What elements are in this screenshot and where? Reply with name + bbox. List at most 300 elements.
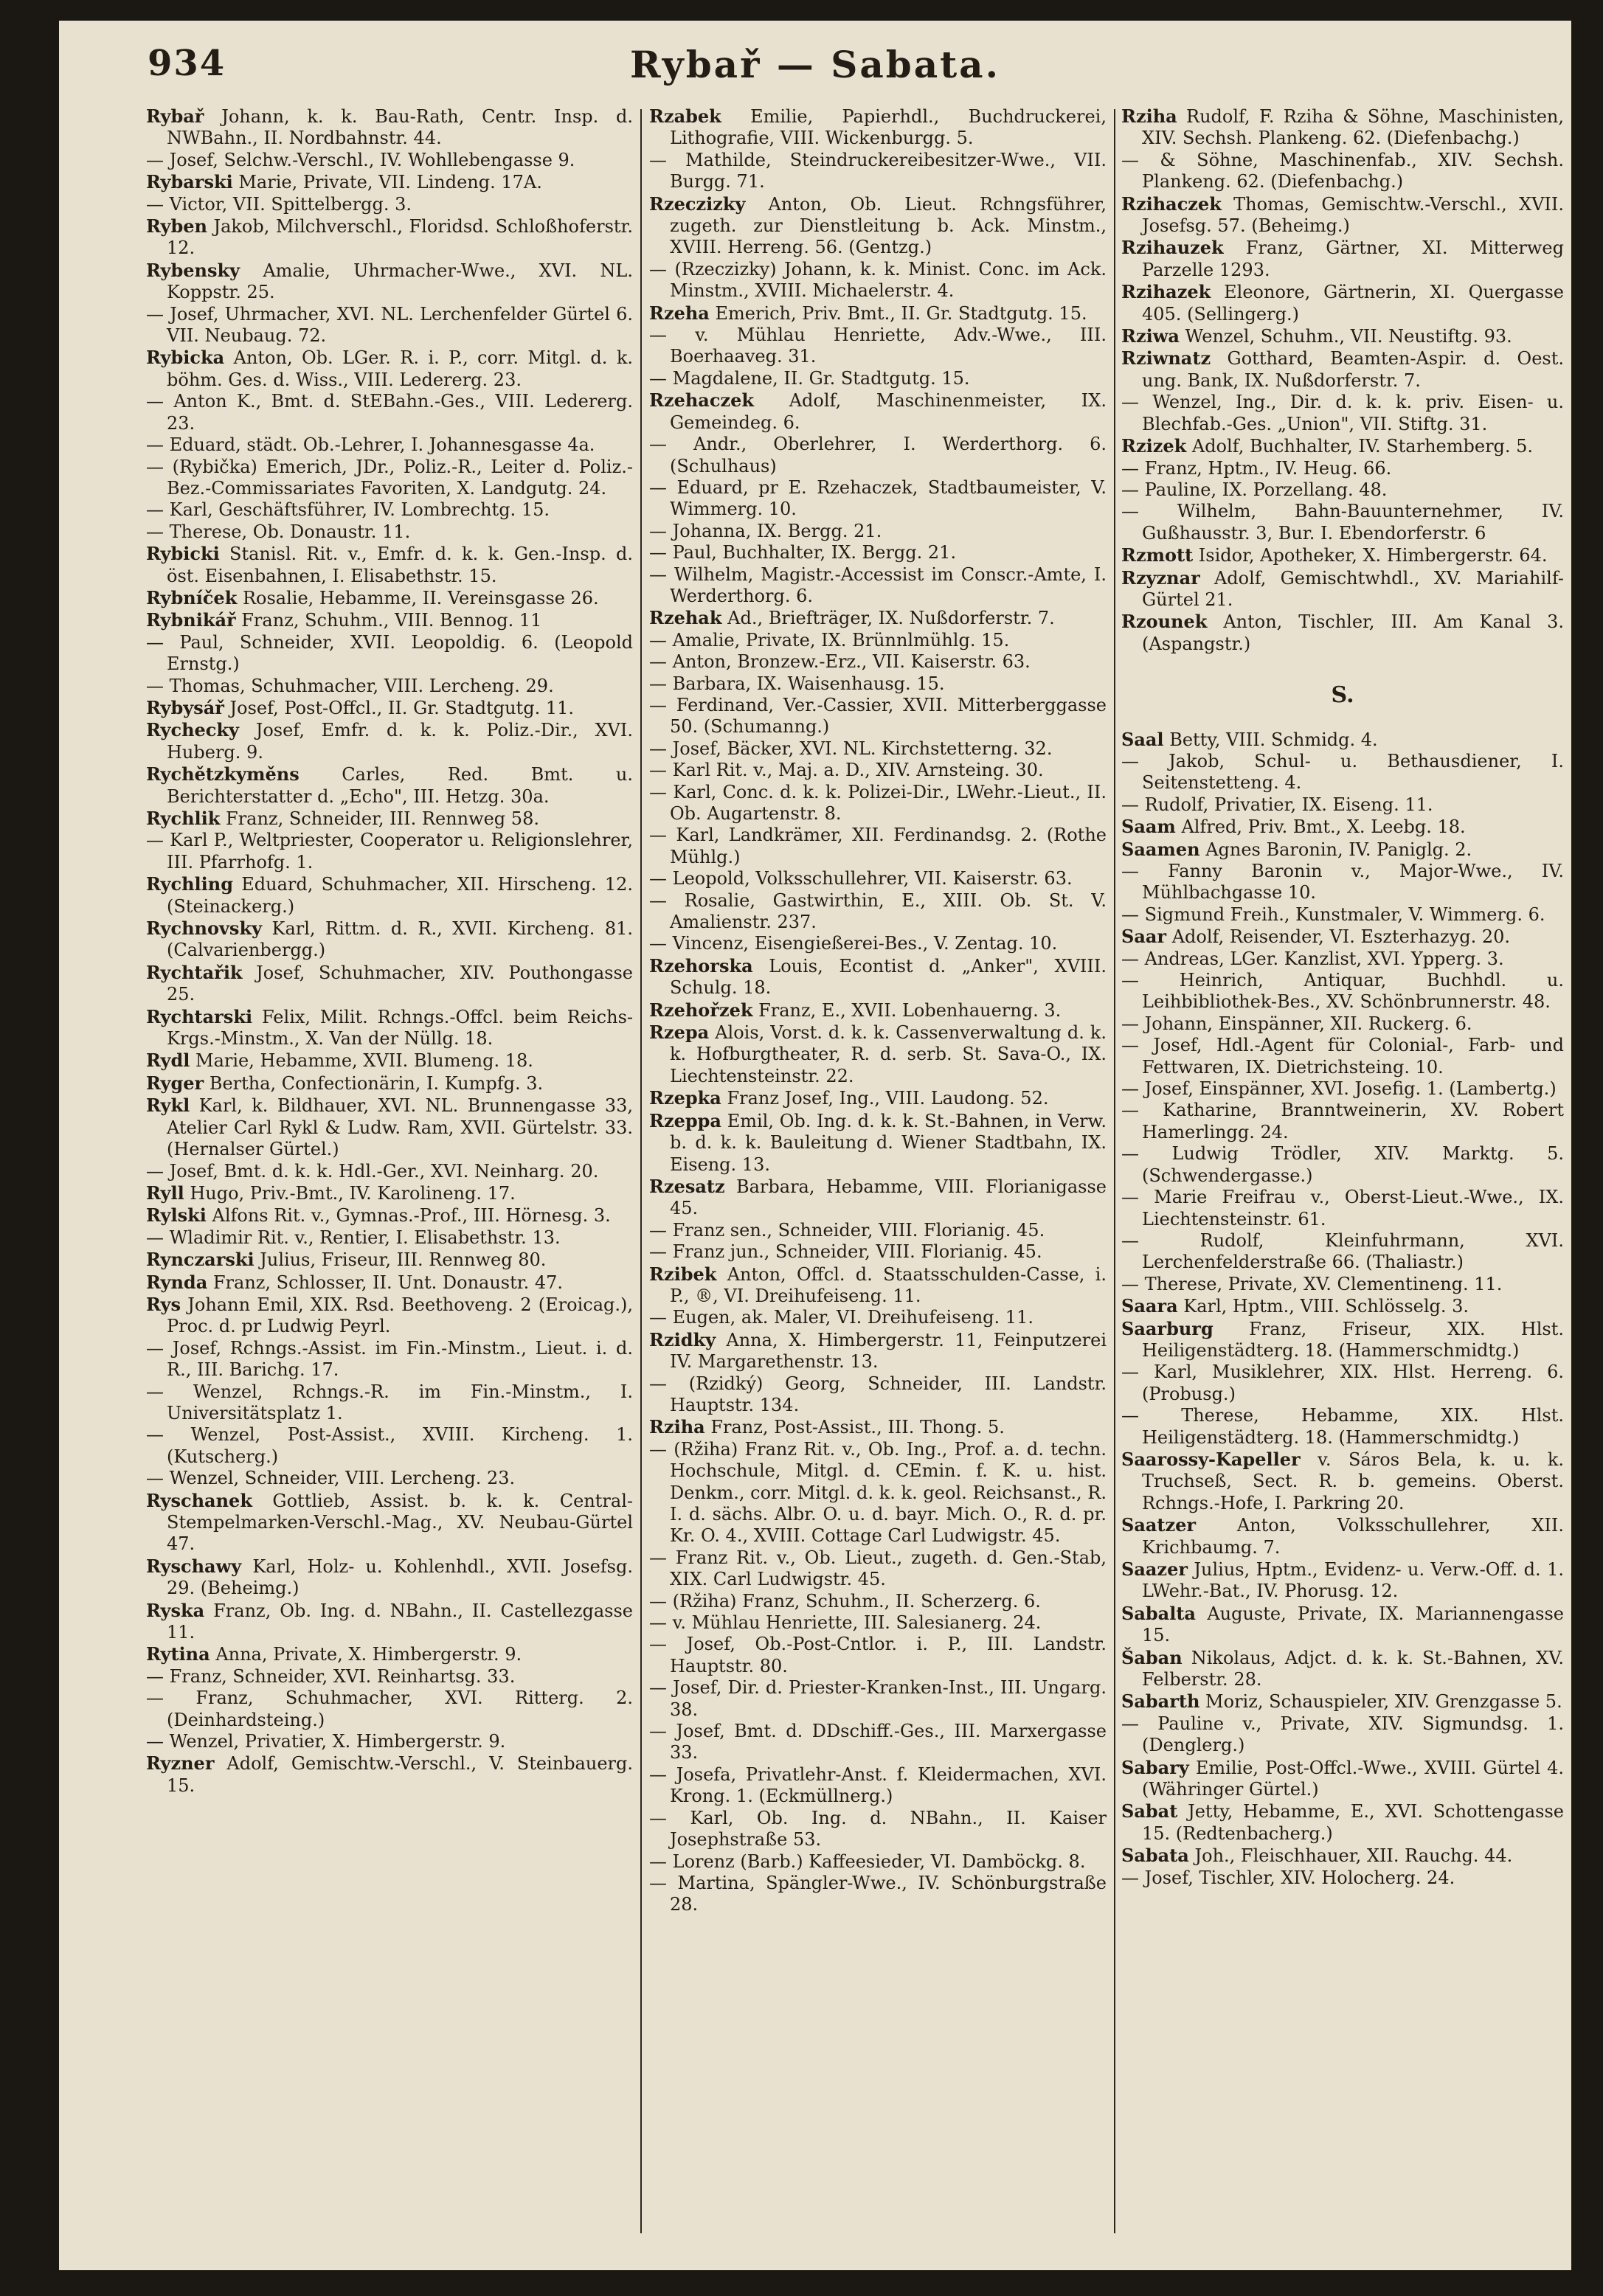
directory-entry [649, 1087, 1107, 1109]
entry-surname: Saam [1121, 816, 1176, 838]
directory-entry [1121, 1690, 1564, 1713]
entry-text: Eduard, städt. Ob.-Lehrer, I. Johannesgasse 4a. [169, 434, 595, 456]
entry-text: Alois, Vorst. d. k. k. Cassenverwaltung d. k. k. Hofburgtheater, R. d. serb. St. Sava-O., IX. Liechtensteinstr. 22. [670, 1022, 1107, 1086]
entry-surname: Ryschanek [146, 1489, 252, 1511]
directory-entry [649, 1175, 1107, 1220]
directory-entry [146, 1688, 633, 1731]
directory-entry [1121, 1187, 1564, 1230]
directory-entry [649, 1328, 1107, 1373]
continuation-dash: — [649, 781, 674, 802]
entry-text: Magdalene, II. Gr. Stadtgutg. 15. [672, 367, 970, 389]
directory-entry [146, 1752, 633, 1797]
continuation-dash: — [649, 1721, 676, 1742]
continuation-dash: — [649, 1763, 676, 1785]
continuation-dash: — [649, 825, 676, 846]
entry-surname: Sabata [1121, 1845, 1189, 1867]
directory-entry [1121, 1800, 1564, 1845]
entry-text: Adolf, Gemischtwhdl., XV. Mariahilf-Gürtel 21. [1142, 567, 1564, 610]
page-number: 934 [148, 43, 226, 84]
continuation-dash: — [649, 629, 673, 651]
directory-entry [146, 609, 633, 631]
directory-entry [649, 1022, 1107, 1087]
directory-entry [649, 1721, 1107, 1764]
entry-text: Karl, Holz- u. Kohlenhdl., XVII. Josefsg. 29. (Beheimg.) [167, 1555, 633, 1599]
directory-entry [649, 868, 1107, 889]
directory-entry [649, 694, 1107, 738]
continuation-dash: — [146, 1688, 196, 1709]
entry-text: Katharine, Branntweinerin, XV. Robert Hamerlingg. 24. [1142, 1100, 1564, 1142]
continuation-dash: — [1121, 904, 1145, 925]
continuation-dash: — [1121, 149, 1160, 170]
directory-entry [1121, 392, 1564, 435]
entry-text: Wenzel, Post-Assist., XVIII. Kircheng. 1. (Kutscherg.) [167, 1424, 633, 1467]
entry-surname: Sabarth [1121, 1690, 1200, 1713]
continuation-dash: — [1121, 1013, 1145, 1034]
directory-entry [146, 918, 633, 962]
entry-text: Julius, Friseur, III. Rennweg 80. [260, 1249, 547, 1271]
entry-text: Franz Rit. v., Ob. Lieut., zugeth. d. Gen.-Stab, XIX. Carl Ludwigstr. 45. [670, 1547, 1107, 1590]
directory-entry [649, 1219, 1107, 1241]
continuation-dash: — [146, 1424, 191, 1446]
entry-text: Johann, k. k. Bau-Rath, Centr. Insp. d. NWBahn., II. Nordbahnstr. 44. [167, 106, 633, 149]
continuation-dash: — [649, 1807, 690, 1828]
directory-entry [146, 873, 633, 918]
entry-text: Auguste, Private, IX. Mariannengasse 15. [1142, 1603, 1564, 1646]
directory-entry [649, 999, 1107, 1022]
continuation-dash: — [649, 1373, 689, 1394]
entry-surname: Sabary [1121, 1756, 1189, 1778]
entry-text: Johanna, IX. Bergg. 21. [672, 520, 882, 541]
entry-text: Anton, Ob. Lieut. Rchngsführer, zugeth. zur Dienstleitung b. Ack. Minstm., XVIII. Herreng. 56. (Gentzg.) [670, 193, 1107, 258]
directory-entry [1121, 1143, 1564, 1187]
column-3 [1121, 105, 1564, 2266]
entry-text: Franz, Schlosser, II. Unt. Donaustr. 47. [212, 1272, 564, 1293]
entry-surname: Rzepa [649, 1022, 710, 1044]
entry-text: Alfred, Priv. Bmt., X. Leebg. 18. [1181, 816, 1466, 838]
entry-text: Karl, Musiklehrer, XIX. Hlst. Herreng. 6. (Probusg.) [1142, 1362, 1564, 1404]
entry-text: Jetty, Hebamme, E., XVI. Schottengasse 15. (Redtenbacherg.) [1142, 1801, 1564, 1844]
directory-entry [649, 825, 1107, 868]
entry-text: v. Mühlau Henriette, Adv.-Wwe., III. Boerhaaveg. 31. [670, 325, 1107, 367]
entry-text: Franz Josef, Ing., VIII. Laudong. 52. [727, 1088, 1049, 1109]
entry-text: Franz, Post-Assist., III. Thong. 5. [710, 1417, 1005, 1438]
continuation-dash: — [146, 675, 170, 696]
directory-entry [1121, 1273, 1564, 1295]
continuation-dash: — [146, 456, 173, 477]
directory-entry [1121, 347, 1564, 392]
entry-surname: Rydl [146, 1050, 190, 1072]
directory-entry [146, 347, 633, 391]
continuation-dash: — [146, 631, 180, 653]
entry-text: Rosalie, Hebamme, II. Vereinsgasse 26. [242, 587, 599, 608]
entry-text: Franz, Friseur, XIX. Hlst. Heiligenstädterg. 18. (Hammerschmidtg.) [1142, 1318, 1564, 1361]
entry-text: Nikolaus, Adjct. d. k. k. St.-Bahnen, XV. Felberstr. 28. [1142, 1647, 1564, 1690]
directory-entry [649, 302, 1107, 325]
continuation-dash: — [146, 1468, 170, 1489]
directory-entry [649, 325, 1107, 368]
entry-text: Johann, Einspänner, XII. Ruckerg. 6. [1144, 1013, 1472, 1034]
entry-text: Josef, Bmt. d. DDschiff.-Ges., III. Marxergasse 33. [670, 1721, 1107, 1763]
entry-surname: Rychtařik [146, 961, 243, 983]
entry-text: Karl, Landkrämer, XII. Ferdinandsg. 2. (Rothe Mühlg.) [670, 825, 1107, 867]
continuation-dash: — [1121, 1713, 1158, 1734]
directory-entry [146, 719, 633, 763]
continuation-dash: — [146, 1227, 170, 1248]
directory-entry [146, 303, 633, 347]
entry-text: Karl, Ob. Ing. d. NBahn., II. Kaiser Josephstraße 53. [670, 1807, 1107, 1851]
directory-entry [146, 1072, 633, 1095]
continuation-dash: — [1121, 1273, 1145, 1294]
entry-text: Karl, Rittm. d. R., XVII. Kircheng. 81. (Calvarienbergg.) [167, 918, 633, 961]
directory-entry [1121, 816, 1564, 838]
column-divider [640, 109, 642, 2233]
entry-surname: Rytina [146, 1643, 210, 1665]
continuation-dash: — [649, 367, 673, 389]
continuation-dash: — [1121, 1187, 1154, 1208]
directory-entry [146, 1050, 633, 1072]
directory-entry [649, 738, 1107, 760]
entry-surname: Rzeczizky [649, 193, 746, 215]
directory-entry [146, 215, 633, 260]
continuation-dash: — [649, 476, 677, 498]
entry-text: Emil, Ob. Ing. d. k. k. St.-Bahnen, in Verw. b. d. k. k. Bauleitung d. Wiener Stadtbahn, IX. Eiseng. 13. [670, 1110, 1107, 1175]
entry-text: Victor, VII. Spittelbergg. 3. [169, 193, 412, 215]
entry-text: Lorenz (Barb.) Kaffeesieder, VI. Damböckg. 8. [672, 1851, 1086, 1872]
entry-text: Josef, Bäcker, XVI. NL. Kirchstetterng. 32. [672, 738, 1053, 759]
entry-text: Wenzel, Schneider, VIII. Lercheng. 23. [169, 1468, 516, 1489]
directory-entry [1121, 1514, 1564, 1558]
entry-text: Karl, Hptm., VIII. Schlösselg. 3. [1183, 1296, 1469, 1317]
entry-text: Barbara, Hebamme, VIII. Florianigasse 45. [670, 1176, 1107, 1219]
continuation-dash: — [649, 889, 685, 911]
entry-text: Paul, Buchhalter, IX. Bergg. 21. [672, 542, 957, 563]
entry-text: Wenzel, Rchngs.-R. im Fin.-Minstm., I. Universitätsplatz 1. [167, 1381, 633, 1423]
directory-entry [146, 808, 633, 830]
directory-entry [649, 1851, 1107, 1873]
entry-text: Franz jun., Schneider, VIII. Florianig. 45. [672, 1241, 1042, 1263]
entry-text: Barbara, IX. Waisenhausg. 15. [672, 673, 945, 694]
directory-entry [649, 1438, 1107, 1547]
entry-text: Josef, Post-Offcl., II. Gr. Stadtgutg. 11. [229, 697, 574, 718]
entry-text: Paul, Schneider, XVII. Leopoldig. 6. (Leopold Ernstg.) [167, 631, 633, 675]
entry-text: Anton, Volksschullehrer, XII. Krichbaumg. 7. [1142, 1515, 1564, 1558]
directory-entry [146, 631, 633, 676]
directory-entry [1121, 750, 1564, 794]
directory-entry [1121, 728, 1564, 751]
page-header [59, 43, 1571, 94]
entry-text: Anton, Bronzew.-Erz., VII. Kaiserstr. 63. [672, 651, 1031, 673]
directory-entry [1121, 861, 1564, 904]
directory-entry [649, 1547, 1107, 1591]
directory-entry [1121, 1602, 1564, 1647]
directory-entry [649, 607, 1107, 629]
entry-surname: Sabalta [1121, 1602, 1196, 1624]
entry-text: Rosalie, Gastwirthin, E., XIII. Ob. St. V. Amalienstr. 237. [670, 889, 1107, 933]
entry-surname: Ryben [146, 215, 207, 237]
entry-text: Heinrich, Antiquar, Buchhdl. u. Leihbibliothek-Bes., XV. Schönbrunnerstr. 48. [1142, 970, 1564, 1013]
entry-text: Eugen, ak. Maler, VI. Dreihufeiseng. 11. [672, 1307, 1034, 1328]
entry-text: Jakob, Milchverschl., Floridsd. Schloßhoferstr. 12. [167, 216, 633, 259]
directory-entry [146, 1249, 633, 1271]
continuation-dash: — [649, 673, 673, 694]
continuation-dash: — [1121, 794, 1145, 815]
entry-text: (Rzidký) Georg, Schneider, III. Landstr. Hauptstr. 134. [670, 1373, 1107, 1415]
entry-surname: Saarossy-Kapeller [1121, 1448, 1301, 1470]
directory-entry [1121, 457, 1564, 479]
continuation-dash: — [649, 1438, 674, 1460]
entry-text: Emerich, Priv. Bmt., II. Gr. Stadtgutg. 15. [715, 302, 1087, 324]
entry-text: Josef, Emfr. d. k. k. Poliz.-Dir., XVI. Huberg. 9. [167, 720, 633, 763]
entry-text: Emilie, Post-Offcl.-Wwe., XVIII. Gürtel 4. (Währinger Gürtel.) [1142, 1757, 1564, 1800]
entry-text: Jakob, Schul- u. Bethausdiener, I. Seitenstetteng. 4. [1142, 750, 1564, 794]
directory-entry [649, 1373, 1107, 1417]
directory-entry [649, 563, 1107, 608]
entry-text: Anton, Tischler, III. Am Kanal 3. (Aspangstr.) [1142, 611, 1564, 654]
continuation-dash: — [1121, 479, 1145, 500]
entry-surname: Saal [1121, 728, 1164, 750]
directory-entry [1121, 149, 1564, 193]
directory-entry [1121, 1078, 1564, 1100]
directory-entry [146, 586, 633, 609]
continuation-dash: — [146, 499, 170, 521]
directory-entry [146, 521, 633, 543]
directory-entry [146, 1731, 633, 1752]
entry-text: Karl, k. Bildhauer, XVI. NL. Brunnengasse 33, Atelier Carl Rykl & Ludw. Ram, XVII. Gürtelstr. 33. (Hernalser Gürtel.) [167, 1095, 633, 1160]
directory-entry [649, 105, 1107, 150]
entry-surname: Rzihazek [1121, 281, 1211, 303]
directory-entry [146, 1489, 633, 1555]
continuation-dash: — [1121, 501, 1177, 522]
entry-text: Sigmund Freih., Kunstmaler, V. Wimmerg. 6. [1144, 904, 1545, 925]
entry-surname: Rzizek [1121, 435, 1187, 457]
continuation-dash: — [1121, 1143, 1172, 1165]
directory-entry [146, 1204, 633, 1227]
entry-text: Josefa, Privatlehr-Anst. f. Kleidermachen, XVI. Krong. 1. (Eckmüllnerg.) [670, 1763, 1107, 1807]
continuation-dash: — [146, 521, 170, 542]
entry-text: Rudolf, Kleinfuhrmann, XVI. Lerchenfelderstraße 66. (Thaliastr.) [1142, 1229, 1564, 1273]
directory-entry [1121, 544, 1564, 566]
directory-entry [1121, 281, 1564, 325]
directory-entry [146, 391, 633, 434]
directory-entry [649, 1590, 1107, 1612]
continuation-dash: — [649, 1677, 674, 1699]
directory-entry [146, 499, 633, 521]
continuation-dash: — [1121, 948, 1145, 969]
directory-entry [146, 763, 633, 808]
entry-text: Johann Emil, XIX. Rsd. Beethoveng. 2 (Eroicag.), Proc. d. pr Ludwig Peyrl. [167, 1294, 633, 1337]
continuation-dash: — [649, 434, 694, 455]
continuation-dash: — [649, 1241, 673, 1263]
directory-entry [146, 1182, 633, 1204]
continuation-dash: — [649, 149, 686, 170]
entry-text: Rudolf, F. Rziha & Söhne, Maschinisten, XIV. Sechsh. Plankeng. 62. (Diefenbachg.) [1142, 106, 1564, 149]
directory-entry [146, 1381, 633, 1425]
directory-entry [146, 171, 633, 193]
directory-entry [1121, 1295, 1564, 1317]
continuation-dash: — [649, 1634, 687, 1655]
continuation-dash: — [649, 1872, 678, 1893]
directory-entry [1121, 105, 1564, 150]
entry-text: Leopold, Volksschullehrer, VII. Kaiserstr. 63. [672, 868, 1073, 889]
directory-entry [649, 1109, 1107, 1176]
directory-entry [649, 954, 1107, 999]
column-2 [649, 105, 1107, 2266]
entry-text: Felix, Milit. Rchngs.-Offcl. beim Reichs-Krgs.-Minstm., X. Van der Nüllg. 18. [167, 1006, 633, 1050]
directory-entry [1121, 1448, 1564, 1514]
entry-text: & Söhne, Maschinenfab., XIV. Sechsh. Plankeng. 62. (Diefenbachg.) [1142, 149, 1564, 193]
entry-surname: Rybicka [146, 347, 225, 369]
directory-entry [146, 434, 633, 456]
entry-surname: Rziwnatz [1121, 347, 1211, 370]
continuation-dash: — [146, 1665, 170, 1687]
entry-text: Pauline v., Private, XIV. Sigmundsg. 1. (Denglerg.) [1142, 1713, 1564, 1756]
entry-surname: Rychtarski [146, 1005, 253, 1027]
continuation-dash: — [649, 520, 673, 541]
entry-surname: Saar [1121, 926, 1167, 948]
directory-entry [1121, 838, 1564, 861]
entry-surname: Rybensky [146, 259, 240, 281]
entry-text: Franz, Schneider, XVI. Reinhartsg. 33. [169, 1665, 516, 1687]
continuation-dash: — [1121, 1035, 1154, 1056]
entry-text: Julius, Hptm., Evidenz- u. Verw.-Off. d. 1. LWehr.-Bat., IV. Phorusg. 12. [1142, 1559, 1564, 1602]
directory-entry [146, 105, 633, 150]
entry-surname: Rybarski [146, 171, 233, 193]
continuation-dash: — [1121, 750, 1169, 771]
directory-entry [649, 1416, 1107, 1438]
directory-entry [1121, 566, 1564, 611]
entry-surname: Saarburg [1121, 1317, 1213, 1339]
entry-text: Andreas, LGer. Kanzlist, XVI. Ypperg. 3. [1144, 948, 1504, 969]
entry-surname: Ryll [146, 1182, 184, 1204]
entry-text: Wenzel, Ing., Dir. d. k. k. priv. Eisen- u. Blechfab.-Ges. „Union", VII. Stiftg. 31. [1142, 392, 1564, 434]
directory-entry [649, 673, 1107, 695]
directory-entry [649, 1677, 1107, 1721]
entry-surname: Rzepka [649, 1087, 721, 1109]
directory-entry [1121, 1013, 1564, 1035]
entry-text: Josef, Ob.-Post-Cntlor. i. P., III. Landstr. Hauptstr. 80. [670, 1634, 1107, 1676]
entry-text: Franz, Hptm., IV. Heug. 66. [1144, 457, 1392, 479]
entry-text: Franz, Schuhmacher, XVI. Ritterg. 2. (Deinhardsteing.) [167, 1688, 633, 1730]
entry-text: Andr., Oberlehrer, I. Werderthorg. 6. (Schulhaus) [670, 434, 1107, 476]
directory-entry [1121, 193, 1564, 237]
directory-entry [649, 1241, 1107, 1263]
continuation-dash: — [146, 1731, 170, 1752]
entry-text: Franz, E., XVII. Lobenhauerng. 3. [758, 999, 1062, 1021]
directory-entry [649, 1872, 1107, 1916]
directory-entry [1121, 1646, 1564, 1691]
directory-entry [649, 1807, 1107, 1851]
entry-text: Alfons Rit. v., Gymnas.-Prof., III. Hörnesg. 3. [212, 1205, 611, 1227]
entry-surname: Rychětzkyměns [146, 763, 300, 785]
entry-text: Karl, Geschäftsführer, IV. Lombrechtg. 15. [169, 499, 550, 521]
continuation-dash: — [1121, 970, 1180, 991]
entry-surname: Rzehorska [649, 954, 753, 977]
continuation-dash: — [1121, 1229, 1200, 1251]
entry-surname: Sabat [1121, 1800, 1178, 1822]
directory-entry [1121, 1317, 1564, 1362]
entry-surname: Ryger [146, 1072, 204, 1094]
entry-surname: Saara [1121, 1295, 1178, 1317]
directory-entry [649, 760, 1107, 781]
continuation-dash: — [649, 933, 673, 954]
entry-text: Louis, Econtist d. „Anker", XVIII. Schulg. 18. [670, 955, 1107, 999]
entry-surname: Ryschawy [146, 1555, 242, 1577]
directory-entry [146, 149, 633, 171]
entry-surname: Rynda [146, 1271, 208, 1293]
directory-entry [649, 149, 1107, 193]
entry-surname: Rys [146, 1293, 181, 1315]
directory-entry [1121, 1845, 1564, 1867]
directory-entry [1121, 1362, 1564, 1405]
entry-surname: Rzounek [1121, 611, 1208, 633]
entry-surname: Rychling [146, 873, 233, 895]
entry-text: Vincenz, Eisengießerei-Bes., V. Zentag. 10. [672, 933, 1058, 954]
directory-entry [1121, 970, 1564, 1013]
entry-surname: Ryska [146, 1599, 205, 1621]
continuation-dash: — [146, 434, 170, 456]
continuation-dash: — [146, 303, 170, 325]
entry-text: Anton, Ob. LGer. R. i. P., corr. Mitgl. d. k. böhm. Ges. d. Wiss., VIII. Ledererg. 23. [167, 347, 633, 390]
entry-text: Anna, Private, X. Himbergerstr. 9. [215, 1644, 522, 1665]
entry-text: Ad., Briefträger, IX. Nußdorferstr. 7. [727, 608, 1055, 629]
directory-entry [146, 1271, 633, 1294]
continuation-dash: — [649, 563, 674, 585]
entry-text: Gotthard, Beamten-Aspir. d. Oest. ung. Bank, IX. Nußdorferstr. 7. [1142, 348, 1564, 391]
running-head: Rybař — Sabata. [629, 43, 1000, 86]
column-divider [1114, 109, 1115, 2233]
directory-page [59, 21, 1571, 2270]
directory-entry [649, 1307, 1107, 1328]
directory-entry [649, 434, 1107, 477]
entry-surname: Rzehak [649, 607, 722, 629]
entry-text: Adolf, Gemischtw.-Verschl., V. Steinbauerg. 15. [167, 1753, 633, 1796]
entry-text: Pauline, IX. Porzellang. 48. [1144, 479, 1388, 500]
entry-text: Thomas, Schuhmacher, VIII. Lercheng. 29. [169, 675, 554, 696]
continuation-dash: — [146, 391, 174, 412]
directory-entry [649, 1612, 1107, 1634]
continuation-dash: — [146, 1381, 193, 1402]
directory-entry [1121, 1229, 1564, 1274]
entry-text: Gottlieb, Assist. b. k. k. Central-Stempelmarken-Verschl.-Mag., XV. Neubau-Gürtel 47. [167, 1490, 633, 1555]
directory-entry [1121, 904, 1564, 926]
entry-text: Fanny Baronin v., Major-Wwe., IV. Mühlbachgasse 10. [1142, 861, 1564, 904]
entry-text: Amalie, Uhrmacher-Wwe., XVI. NL. Koppstr. 25. [167, 260, 633, 303]
entry-surname: Rzehořzek [649, 999, 753, 1021]
entry-text: Martina, Spängler-Wwe., IV. Schönburgstraße 28. [670, 1872, 1107, 1915]
continuation-dash: — [649, 1219, 673, 1241]
entry-text: (Ržiha) Franz, Schuhm., II. Scherzerg. 6. [672, 1590, 1041, 1612]
entry-surname: Saamen [1121, 838, 1200, 860]
entry-text: Josef, Rchngs.-Assist. im Fin.-Minstm., Lieut. i. d. R., III. Barichg. 17. [167, 1337, 633, 1381]
continuation-dash: — [146, 149, 170, 170]
continuation-dash: — [649, 868, 673, 889]
continuation-dash: — [649, 760, 673, 781]
directory-entry [649, 1634, 1107, 1677]
continuation-dash: — [1121, 392, 1153, 413]
entry-text: Eleonore, Gärtnerin, XI. Quergasse 405. (Sellingerg.) [1142, 282, 1564, 325]
entry-text: Franz, Ob. Ing. d. NBahn., II. Castellezgasse 11. [167, 1600, 633, 1643]
directory-entry [146, 193, 633, 215]
directory-entry [146, 1468, 633, 1489]
entry-surname: Rzihauzek [1121, 237, 1224, 259]
directory-entry [146, 1424, 633, 1468]
directory-entry [146, 1643, 633, 1665]
entry-text: v. Mühlau Henriette, III. Salesianerg. 24. [672, 1612, 1042, 1634]
directory-entry [649, 651, 1107, 673]
entry-surname: Rzabek [649, 105, 721, 127]
directory-entry [649, 193, 1107, 259]
entry-text: Hugo, Priv.-Bmt., IV. Karolineng. 17. [190, 1182, 516, 1204]
